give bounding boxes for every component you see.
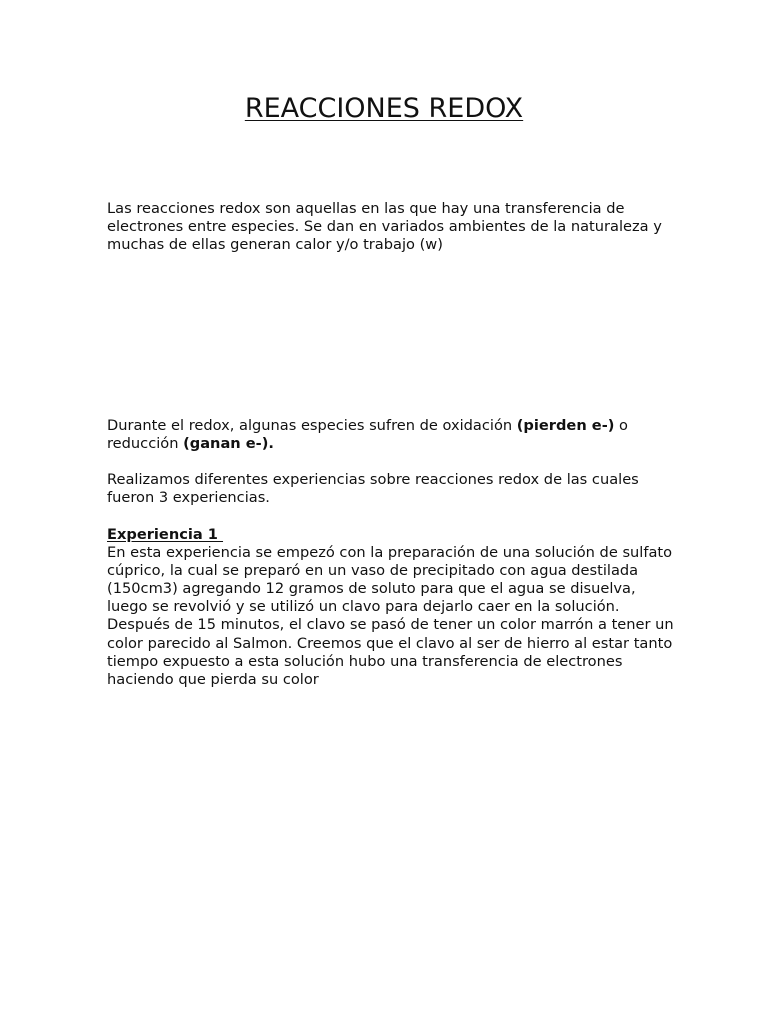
experience-1-heading: Experiencia 1 bbox=[107, 526, 224, 543]
experience-1-observation: Después de 15 minutos, el clavo se pasó de tener un color marrón a tener un color parecido al Salmon. Creemos que el clavo al ser de hierro al estar tanto tiempo expuesto a esta solución hubo una transferencia de electrones haciendo que pierda su color bbox=[107, 616, 674, 688]
redox-definition-text-1: Durante el redox, algunas especies sufren de oxidación bbox=[107, 417, 517, 434]
redox-definition-text-2: o reducción bbox=[107, 417, 628, 453]
reduction-term: (ganan e-). bbox=[183, 435, 274, 453]
intro-paragraph: Las reacciones redox son aquellas en las que hay una transferencia de electrones entre especies. Se dan en variados ambientes de la naturaleza y muchas de ellas generan calor y/o trabajo (w) bbox=[107, 200, 662, 254]
experience-1-procedure: En esta experiencia se empezó con la preparación de una solución de sulfato cúprico, la cual se preparó en un vaso de precipitado con agua destilada (150cm3) agregando 12 gramos de soluto para que el agua se disuelva, luego se revolvió y se utilizó un clavo para dejarlo caer en la solución. bbox=[107, 544, 673, 616]
experiences-intro-paragraph: Realizamos diferentes experiencias sobre reacciones redox de las cuales fueron 3 experiencias. bbox=[107, 471, 639, 507]
oxidation-term: (pierden e-) bbox=[516, 417, 615, 434]
redox-definition-paragraph bbox=[107, 417, 677, 453]
document-title: REACCIONES REDOX bbox=[244, 93, 524, 124]
experience-1-section bbox=[107, 526, 677, 689]
